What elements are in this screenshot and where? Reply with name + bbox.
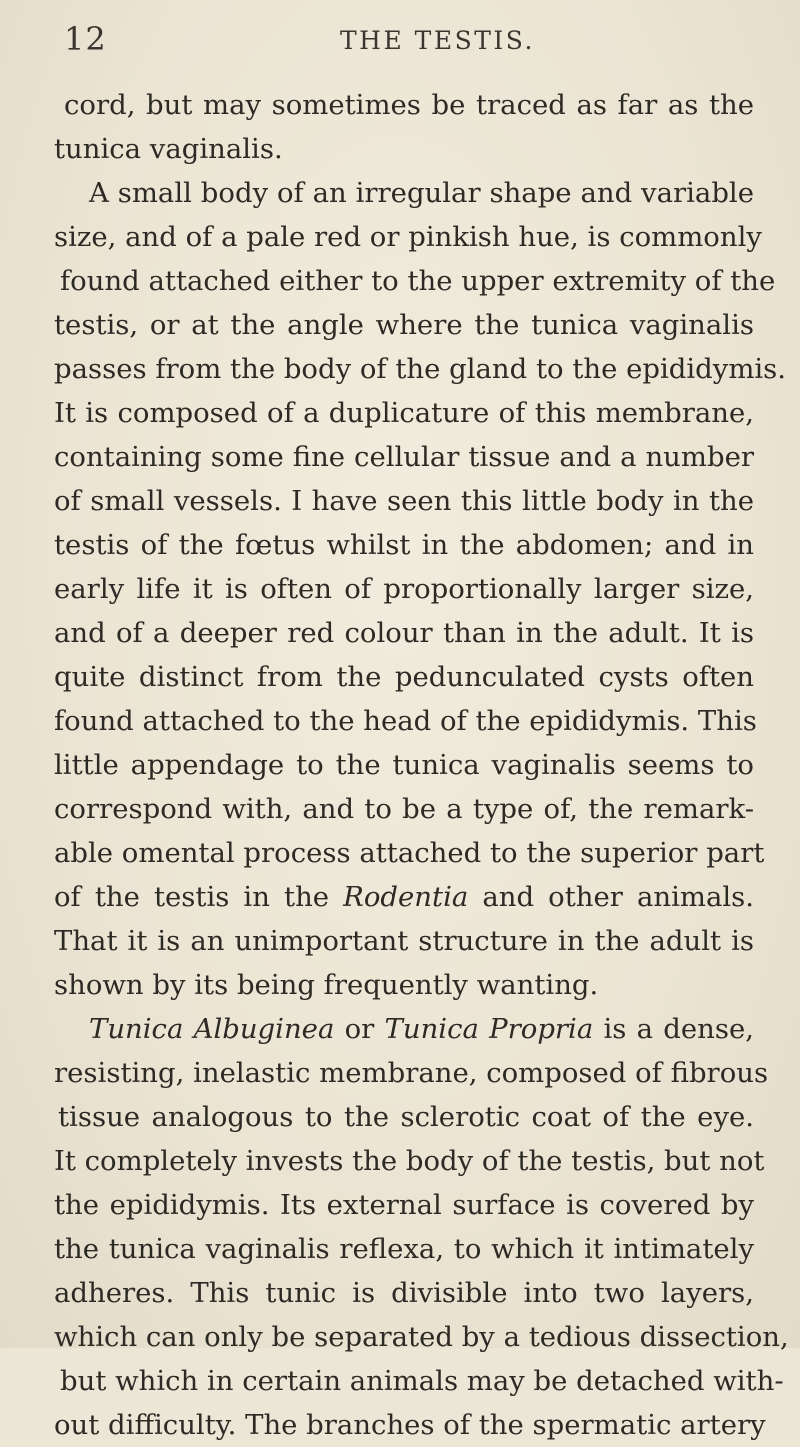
text-line: found attached to the head of the epididymis. This xyxy=(54,705,757,737)
text-line: the tunica vaginalis reflexa, to which it intimately xyxy=(54,1233,754,1265)
text-line: testis of the fœtus whilst in the abdomen; and in xyxy=(54,529,754,561)
text-line: resisting, inelastic membrane, composed of fibrous xyxy=(54,1057,769,1089)
text-line: found attached either to the upper extremity of the xyxy=(60,265,776,297)
text-line: out difficulty. The branches of the spermatic artery xyxy=(54,1409,766,1441)
text-line: testis, or at the angle where the tunica vaginalis xyxy=(54,309,754,341)
text-run: of the testis in the xyxy=(54,881,344,913)
page-number: 12 xyxy=(64,20,107,58)
text-line: That it is an unimportant structure in the adult is xyxy=(54,925,754,957)
text-line: early life it is often of proportionally larger size, xyxy=(54,573,754,605)
text-line: containing some fine cellular tissue and a number xyxy=(54,441,754,473)
text-line: tunica vaginalis. xyxy=(54,133,283,165)
text-line: which can only be separated by a tedious dissection, xyxy=(54,1321,789,1353)
text-line: adheres. This tunic is divisible into two layers, xyxy=(54,1277,754,1309)
text-line: It is composed of a duplicature of this membrane, xyxy=(54,397,754,429)
text-run: is a dense, xyxy=(593,1013,754,1045)
text-run: and other animals. xyxy=(468,881,755,913)
text-line: quite distinct from the pedunculated cysts often xyxy=(54,661,754,693)
text-line-mixed xyxy=(54,875,754,919)
text-line: of small vessels. I have seen this little body in the xyxy=(54,485,754,517)
text-line: and of a deeper red colour than in the adult. It is xyxy=(54,617,754,649)
text-run: or xyxy=(334,1013,385,1045)
term-italic: Tunica Propria xyxy=(384,1013,594,1045)
taxon-italic: Rodentia xyxy=(343,881,469,913)
text-line: A small body of an irregular shape and variable xyxy=(89,177,754,209)
text-line: but which in certain animals may be detached with- xyxy=(60,1365,784,1397)
text-line-mixed xyxy=(54,1007,754,1051)
text-line: tissue analogous to the sclerotic coat of the eye. xyxy=(58,1101,754,1133)
text-line: size, and of a pale red or pinkish hue, is commonly xyxy=(54,221,762,253)
body-text xyxy=(54,83,789,1447)
term-italic: Tunica Albuginea xyxy=(89,1013,335,1045)
text-line: able omental process attached to the superior part xyxy=(54,837,765,869)
running-title: THE TESTIS. xyxy=(340,26,535,55)
text-line: passes from the body of the gland to the epididymis. xyxy=(54,353,787,385)
text-line: shown by its being frequently wanting. xyxy=(54,969,599,1001)
text-line: little appendage to the tunica vaginalis seems to xyxy=(54,749,754,781)
text-line: the epididymis. Its external surface is covered by xyxy=(54,1189,754,1221)
running-head xyxy=(0,0,800,70)
text-line: correspond with, and to be a type of, the remark- xyxy=(54,793,754,825)
text-line: cord, but may sometimes be traced as far as the xyxy=(64,89,754,121)
text-line: It completely invests the body of the testis, but not xyxy=(54,1145,765,1177)
